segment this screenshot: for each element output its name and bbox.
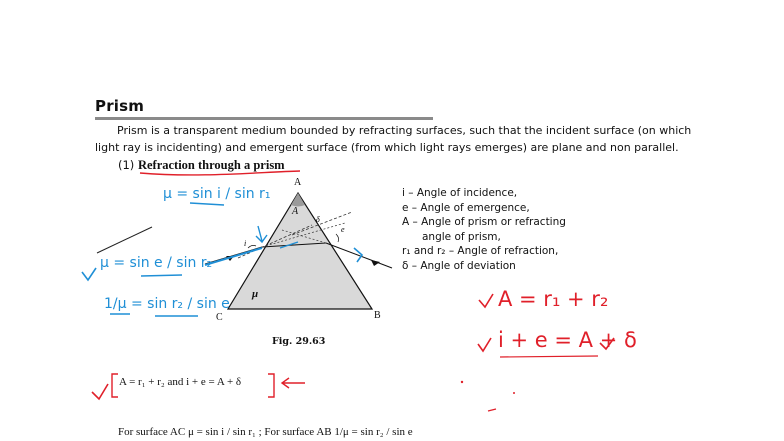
red-dash: [488, 409, 496, 411]
blue-note-mu-3: 1/μ = sin r₂ / sin e: [104, 296, 230, 312]
prism-angle-label: A: [292, 206, 299, 217]
blue-frac-bar-2: [141, 275, 182, 276]
red-check-formula: [92, 384, 108, 399]
legend-item: e – Angle of emergence,: [402, 201, 530, 214]
legend-item: r₁ and r₂ – Angle of refraction,: [402, 245, 559, 257]
red-dot-1: [461, 381, 463, 383]
figure-caption: Fig. 29.63: [272, 336, 326, 347]
red-note-1: A = r₁ + r₂: [498, 287, 609, 311]
red-check-2: [478, 338, 491, 351]
legend-item: i – Angle of incidence,: [402, 187, 518, 199]
label-delta: δ: [316, 215, 320, 224]
legend-item: A – Angle of prism or refracting: [402, 216, 566, 228]
label-i: i: [244, 239, 247, 248]
blue-arrow-left: [256, 226, 267, 242]
red-underline-subheading: [140, 171, 300, 175]
red-dot-2: [513, 392, 515, 394]
red-underline-ie: [500, 356, 598, 357]
boxed-formula: A = r₁ + r₂ and i + e = A + δ: [119, 376, 242, 388]
legend-item: angle of prism,: [422, 230, 501, 243]
legend-item: δ – Angle of deviation: [402, 259, 516, 272]
symbol-legend: [402, 186, 566, 273]
blue-frac-bar-1: [190, 203, 224, 205]
medium-label: μ: [252, 288, 259, 300]
blue-note-mu-2: μ = sin e / sin r₂: [100, 255, 213, 271]
vertex-a-label: A: [294, 177, 302, 188]
red-note-2: i + e = A + δ: [498, 328, 637, 352]
blue-note-mu-1: μ = sin i / sin r₁: [163, 186, 271, 202]
surface-formulas: For surface AC μ = sin i / sin r₁ ; For surface AB 1/μ = sin r₂ / sin e: [118, 426, 413, 438]
vertex-c-label: C: [216, 312, 223, 323]
angle-i: [248, 245, 256, 248]
intro-text: Prism is a transparent medium bounded by refracting surfaces, such that the incident surface (on which light ray is incidenting) and emergent surface (from which light rays emerges) are plane and non parallel.: [95, 124, 692, 154]
angle-e: [336, 234, 339, 242]
red-check-1: [479, 294, 493, 307]
blue-ray-highlight: [205, 248, 262, 265]
vertex-b-label: B: [374, 310, 381, 321]
subheading-number: (1): [118, 158, 135, 172]
red-arrow: [282, 378, 305, 388]
blue-check: [82, 268, 96, 280]
subheading-title: Refraction through a prism: [137, 158, 285, 172]
red-bracket-left: [112, 374, 118, 397]
label-e: e: [341, 225, 345, 234]
red-bracket-right: [268, 374, 274, 397]
section-heading: Prism: [95, 97, 145, 115]
stray-line: [97, 227, 152, 253]
